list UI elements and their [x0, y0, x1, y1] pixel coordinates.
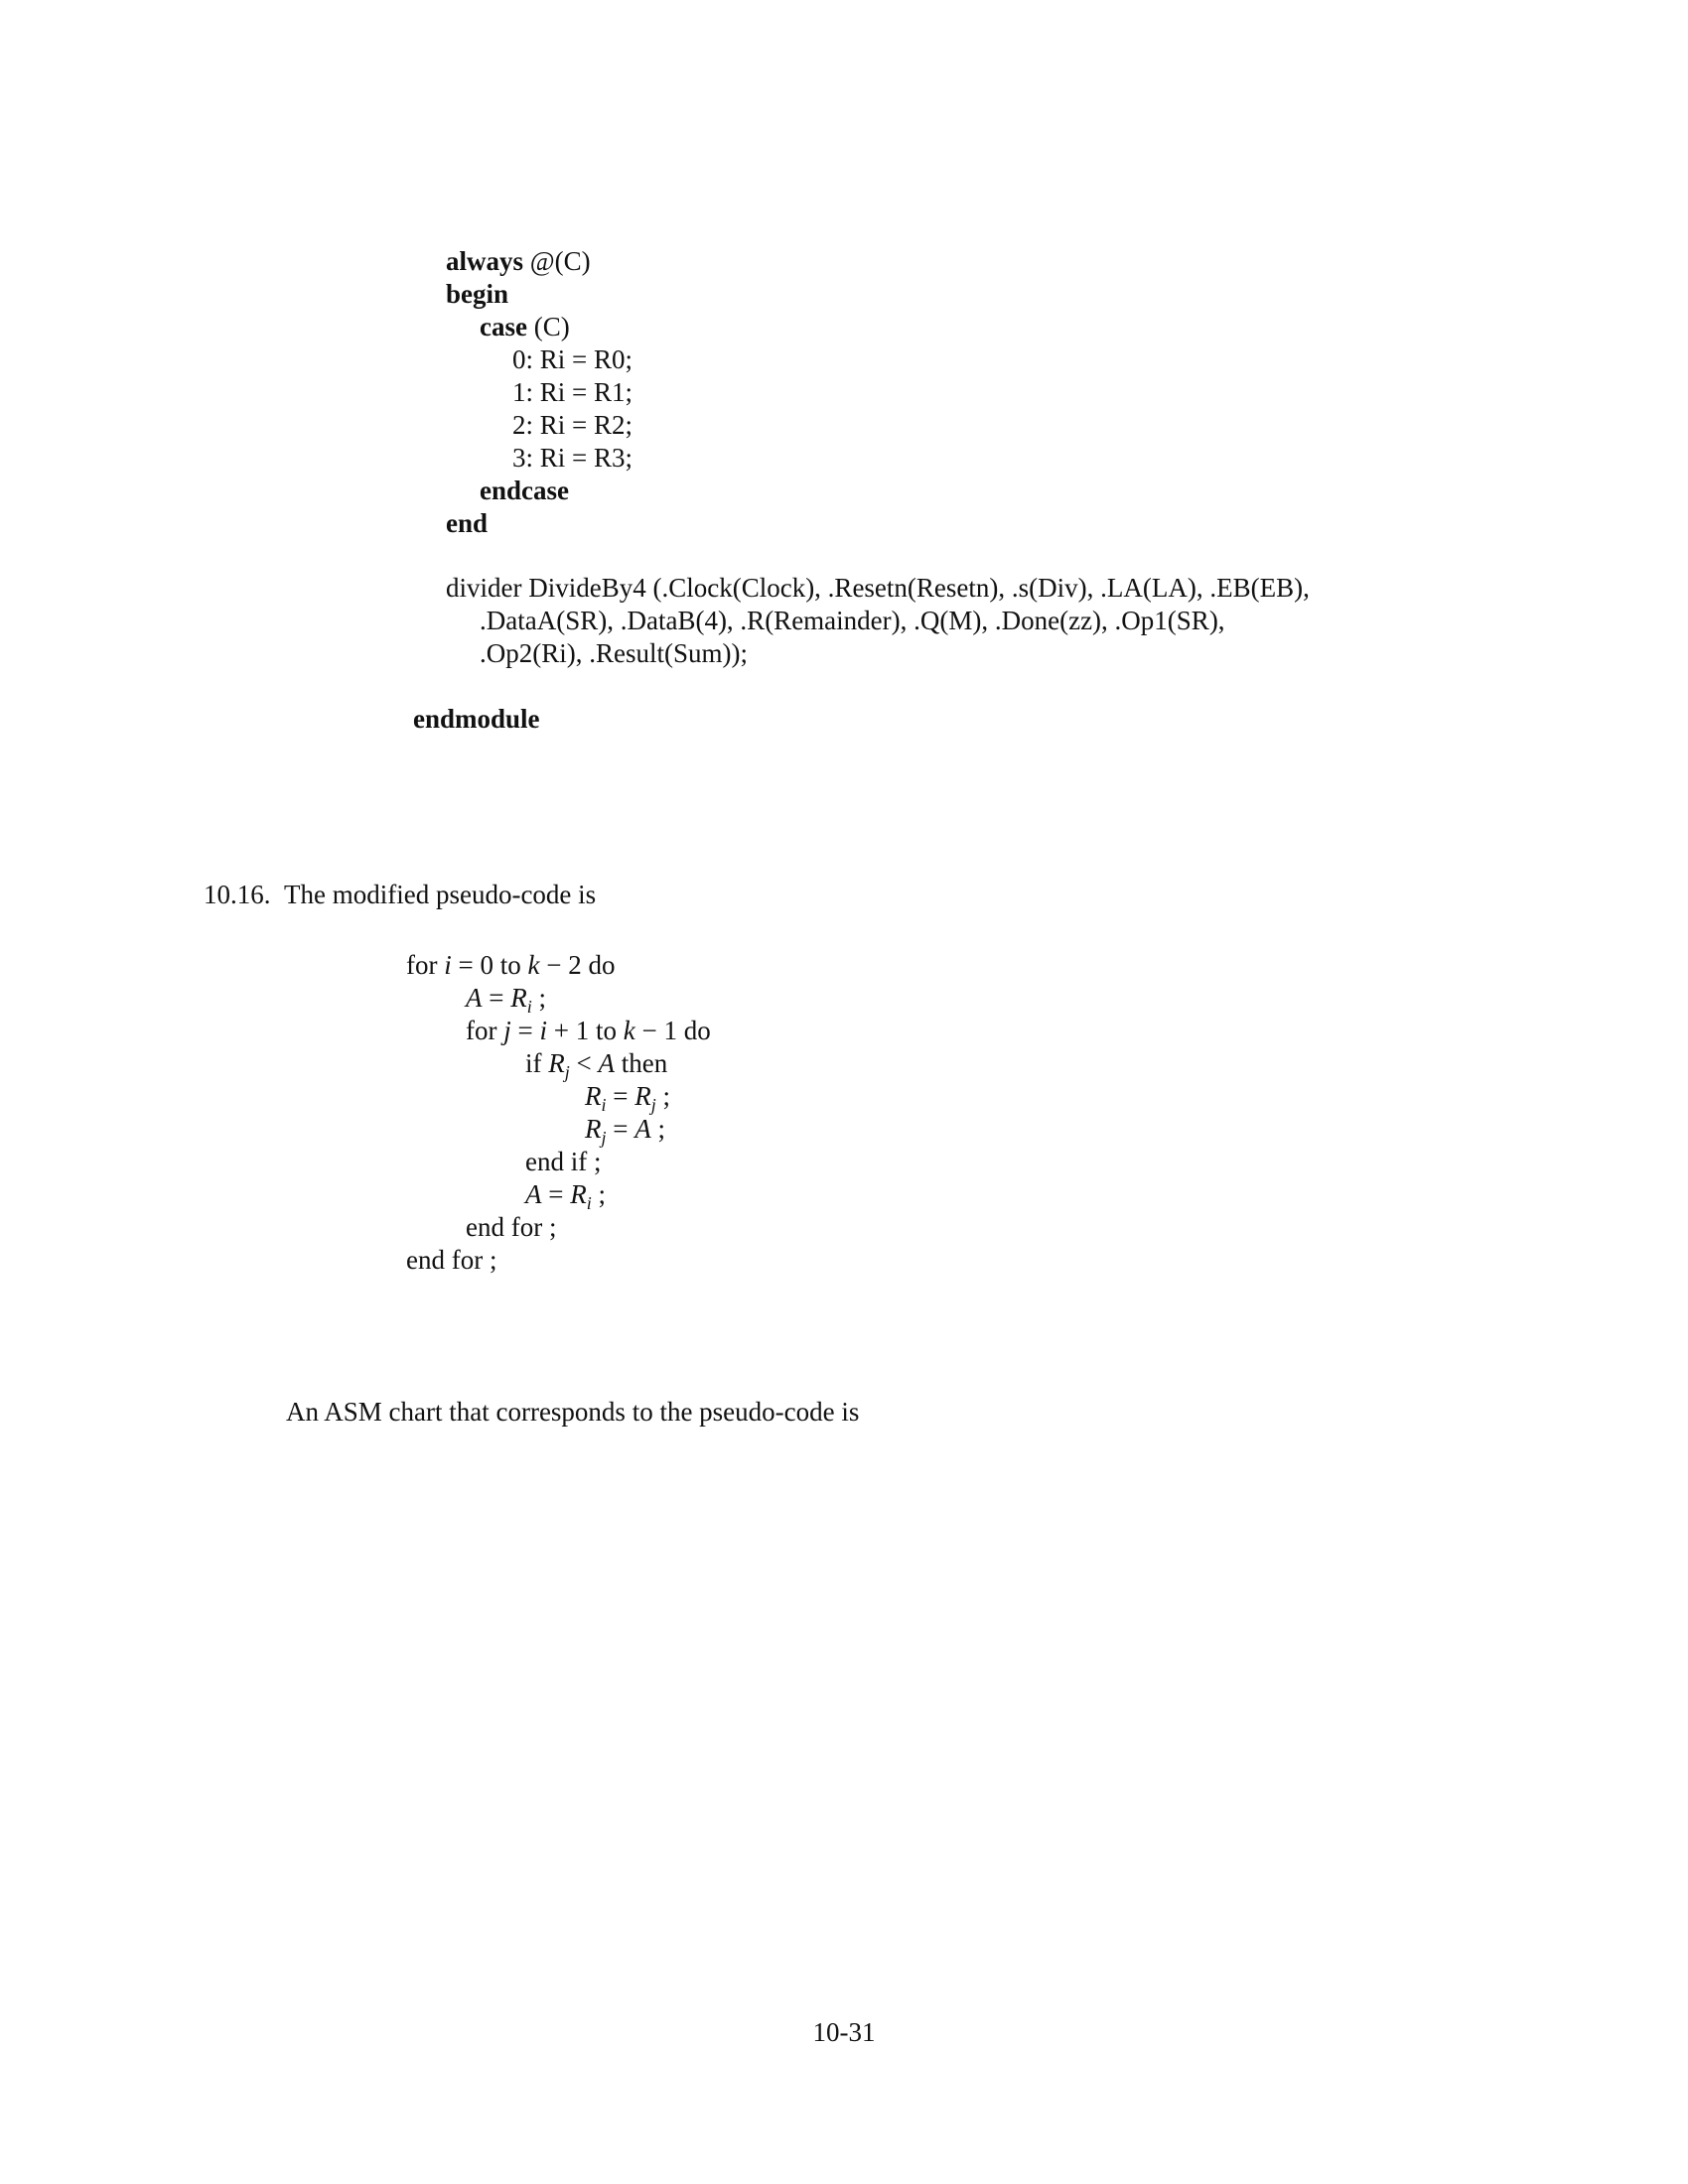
for-keyword: for [466, 1016, 504, 1045]
keyword-case: case [480, 312, 527, 341]
pseudo-line-10: end for ; [406, 1245, 497, 1275]
var-A: A [466, 983, 483, 1013]
semicolon: ; [531, 983, 547, 1013]
case-item-0: 0: Ri = R0; [512, 344, 633, 374]
var-k: k [527, 950, 540, 980]
do-keyword: do [588, 950, 616, 980]
var-R: R [585, 1081, 602, 1111]
case-item-2: 2: Ri = R2; [512, 410, 633, 440]
always-sensitivity: @(C) [523, 246, 591, 276]
var-i: i [539, 1016, 547, 1045]
var-j: j [503, 1016, 511, 1045]
subscript-j: j [601, 1128, 607, 1148]
then-keyword: then [615, 1048, 668, 1078]
instance-line-2: .DataA(SR), .DataB(4), .R(Remainder), .Q(M), .Done(zz), .Op1(SR), [480, 606, 1225, 635]
equals: = [510, 1016, 540, 1045]
var-R: R [510, 983, 527, 1013]
var-i: i [444, 950, 452, 980]
semicolon: ; [591, 1179, 607, 1209]
asm-chart-intro: An ASM chart that corresponds to the pseudo-code is [286, 1397, 860, 1427]
var-A: A [634, 1114, 651, 1144]
case-line [480, 310, 570, 343]
equals: = [606, 1081, 635, 1111]
subscript-i: i [586, 1193, 592, 1213]
subscript-i: i [526, 997, 532, 1017]
to-keyword: to [499, 950, 528, 980]
semicolon: ; [650, 1114, 666, 1144]
equals-zero: = 0 [451, 950, 500, 980]
subscript-j: j [650, 1095, 656, 1115]
var-A: A [598, 1048, 615, 1078]
problem-intro: The modified pseudo-code is [284, 880, 597, 909]
case-item-1: 1: Ri = R1; [512, 377, 633, 407]
minus-two: − 2 [539, 950, 589, 980]
pseudo-line-7: end if ; [525, 1147, 602, 1176]
less-than: < [569, 1048, 599, 1078]
page-number: 10-31 [812, 2017, 876, 2047]
equals: = [606, 1114, 635, 1144]
var-A: A [525, 1179, 542, 1209]
endmodule-line: endmodule [413, 704, 540, 734]
var-R: R [634, 1081, 651, 1111]
case-selector: (C) [526, 312, 570, 341]
var-R: R [585, 1114, 602, 1144]
pseudo-line-3 [466, 1014, 711, 1047]
begin-line: begin [446, 279, 509, 309]
endcase-line: endcase [480, 476, 569, 505]
case-item-3: 3: Ri = R3; [512, 443, 633, 473]
minus-one: − 1 [634, 1016, 684, 1045]
keyword-always: always [446, 246, 524, 276]
equals: = [482, 983, 511, 1013]
always-line [446, 244, 591, 278]
if-keyword: if [525, 1048, 549, 1078]
var-R: R [548, 1048, 565, 1078]
equals: = [541, 1179, 571, 1209]
semicolon: ; [655, 1081, 671, 1111]
subscript-j: j [564, 1062, 570, 1082]
to-keyword: to [595, 1016, 624, 1045]
pseudo-line-9: end for ; [466, 1212, 557, 1242]
subscript-i: i [601, 1095, 607, 1115]
for-keyword: for [406, 950, 445, 980]
plus-one: + 1 [547, 1016, 596, 1045]
var-k: k [623, 1016, 635, 1045]
var-R: R [570, 1179, 587, 1209]
problem-heading [204, 878, 596, 911]
instance-line-1: divider DivideBy4 (.Clock(Clock), .Resetn(Resetn), .s(Div), .LA(LA), .EB(EB), [446, 573, 1310, 603]
instance-line-3: .Op2(Ri), .Result(Sum)); [480, 638, 748, 668]
end-line: end [446, 508, 489, 538]
pseudo-line-1 [406, 948, 615, 982]
problem-number: 10.16. [204, 880, 271, 909]
do-keyword: do [683, 1016, 711, 1045]
